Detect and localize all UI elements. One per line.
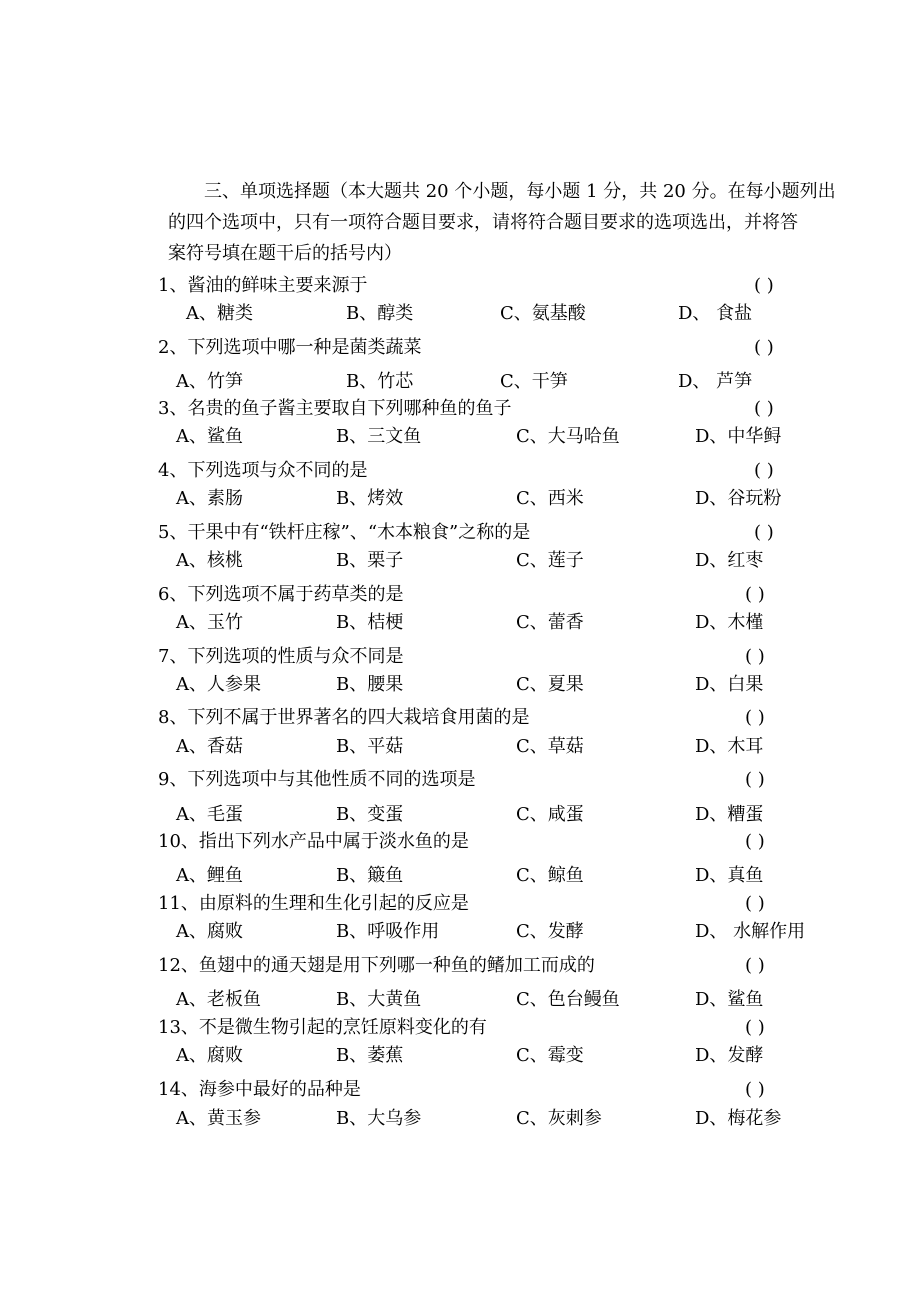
answer-bracket: ( ) [754,398,774,419]
question-stem: 12、鱼翅中的通天翅是用下列哪一种鱼的鳍加工而成的 [158,955,595,976]
option-b: B、烤效 [336,488,404,509]
answer-bracket: ( ) [745,955,765,976]
answer-bracket: ( ) [745,1017,765,1038]
option-b: B、大黄鱼 [336,989,422,1010]
answer-bracket: ( ) [754,275,774,296]
question-stem: 6、下列选项不属于药草类的是 [158,584,404,605]
option-a: A、毛蛋 [176,804,243,825]
question-stem: 11、由原料的生理和生化引起的反应是 [158,893,469,914]
option-d: D、 芦笋 [678,371,753,392]
option-b: B、萎蕉 [336,1045,404,1066]
option-c: C、灰刺参 [516,1108,602,1129]
instructions-line: 案符号填在题干后的括号内） [168,243,402,264]
option-c: C、鲸鱼 [516,865,584,886]
option-b: B、变蛋 [336,804,404,825]
question-stem: 1、酱油的鲜味主要来源于 [158,275,368,296]
option-b: B、醇类 [346,303,414,324]
option-d: D、白果 [695,674,764,695]
option-d: D、谷玩粉 [695,488,782,509]
question-stem: 9、下列选项中与其他性质不同的选项是 [158,769,476,790]
option-d: D、 水解作用 [695,921,806,942]
option-a: A、糖类 [186,303,253,324]
option-c: C、霉变 [516,1045,584,1066]
answer-bracket: ( ) [745,1079,765,1100]
option-a: A、鲨鱼 [176,426,243,447]
answer-bracket: ( ) [754,337,774,358]
option-c: C、西米 [516,488,584,509]
section-instructions [168,176,836,269]
answer-bracket: ( ) [754,522,774,543]
option-b: B、三文鱼 [336,426,422,447]
option-a: A、腐败 [176,921,243,942]
option-a: A、人参果 [176,674,261,695]
option-c: C、发酵 [516,921,584,942]
option-a: A、黄玉参 [176,1108,261,1129]
option-b: B、桔梗 [336,612,404,633]
answer-bracket: ( ) [745,584,765,605]
option-b: B、竹芯 [346,371,414,392]
question-stem: 3、名贵的鱼子酱主要取自下列哪种鱼的鱼子 [158,398,512,419]
option-c: C、干笋 [500,371,568,392]
option-c: C、草菇 [516,736,584,757]
option-d: D、木耳 [695,736,764,757]
option-a: A、鲤鱼 [176,865,243,886]
instructions-line: 的四个选项中，只有一项符合题目要求，请将符合题目要求的选项选出，并将答 [168,212,798,233]
option-c: C、大马哈鱼 [516,426,620,447]
option-d: D、中华鲟 [695,426,782,447]
instructions-line: 三、单项选择题（本大题共 20 个小题，每小题 1 分，共 20 分。在每小题列出 [204,181,836,202]
option-d: D、真鱼 [695,865,764,886]
option-a: A、老板鱼 [176,989,261,1010]
option-d: D、发酵 [695,1045,764,1066]
question-stem: 14、海参中最好的品种是 [158,1079,361,1100]
option-a: A、素肠 [176,488,243,509]
option-d: D、糟蛋 [695,804,764,825]
question-stem: 4、下列选项与众不同的是 [158,460,368,481]
question-stem: 2、下列选项中哪一种是菌类蔬菜 [158,337,422,358]
question-stem: 5、干果中有“铁杆庄稼”、“木本粮食”之称的是 [158,522,531,543]
option-a: A、竹笋 [176,371,243,392]
answer-bracket: ( ) [745,831,765,852]
option-c: C、咸蛋 [516,804,584,825]
option-d: D、梅花参 [695,1108,782,1129]
option-a: A、腐败 [176,1045,243,1066]
question-stem: 10、指出下列水产品中属于淡水鱼的是 [158,831,469,852]
option-c: C、莲子 [516,550,584,571]
option-a: A、核桃 [176,550,243,571]
option-b: B、平菇 [336,736,404,757]
question-stem: 7、下列选项的性质与众不同是 [158,646,404,667]
answer-bracket: ( ) [745,769,765,790]
option-b: B、簸鱼 [336,865,404,886]
option-b: B、腰果 [336,674,404,695]
option-a: A、香菇 [176,736,243,757]
answer-bracket: ( ) [745,646,765,667]
option-c: C、夏果 [516,674,584,695]
answer-bracket: ( ) [745,707,765,728]
option-b: B、大乌参 [336,1108,422,1129]
option-c: C、蕾香 [516,612,584,633]
option-b: B、栗子 [336,550,404,571]
question-stem: 8、下列不属于世界著名的四大栽培食用菌的是 [158,707,530,728]
option-d: D、木槿 [695,612,764,633]
question-stem: 13、不是微生物引起的烹饪原料变化的有 [158,1017,487,1038]
option-d: D、 食盐 [678,303,753,324]
option-c: C、氨基酸 [500,303,586,324]
option-c: C、色台鳗鱼 [516,989,620,1010]
option-d: D、红枣 [695,550,764,571]
option-d: D、鲨鱼 [695,989,764,1010]
option-b: B、呼吸作用 [336,921,440,942]
answer-bracket: ( ) [745,893,765,914]
answer-bracket: ( ) [754,460,774,481]
option-a: A、玉竹 [176,612,243,633]
